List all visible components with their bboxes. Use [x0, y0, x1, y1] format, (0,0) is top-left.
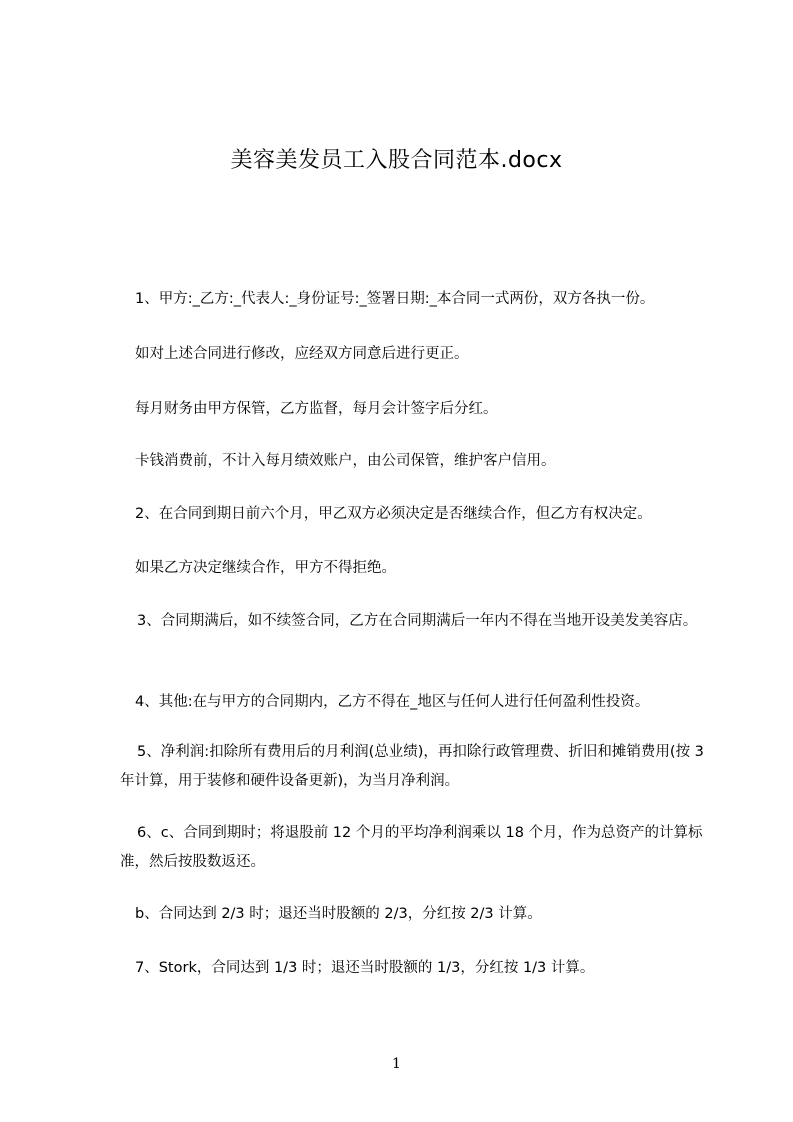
paragraph-7: 3、合同期满后，如不续签合同，乙方在合同期满后一年内不得在当地开设美发美容店。 [137, 613, 698, 629]
page-number: 1 [392, 1056, 401, 1072]
paragraph-2: 如对上述合同进行修改，应经双方同意后进行更正。 [135, 346, 469, 362]
paragraph-4: 卡钱消费前，不计入每月绩效账户，由公司保管，维护客户信用。 [135, 453, 556, 469]
paragraph-9: 5、净利润:扣除所有费用后的月利润(总业绩)，再扣除行政管理费、折旧和摊销费用(按 3 年计算，用于装修和硬件设备更新)，为当月净利润。 [120, 744, 704, 789]
paragraph-12: 7、Stork，合同达到 1/3 时；退还当时股额的 1/3，分红按 1/3 计算。 [135, 960, 595, 976]
paragraph-6: 如果乙方决定继续合作，甲方不得拒绝。 [135, 560, 396, 576]
document-title: 美容美发员工入股合同范本.docx [230, 148, 563, 173]
paragraph-1: 1、甲方:_乙方:_代表人:_身份证号:_签署日期:_本合同一式两份，双方各执一份。 [135, 291, 655, 307]
paragraph-11: b、合同达到 2/3 时；退还当时股额的 2/3，分红按 2/3 计算。 [135, 906, 542, 922]
paragraph-5: 2、在合同到期日前六个月，甲乙双方必须决定是否继续合作，但乙方有权决定。 [135, 506, 652, 522]
paragraph-8: 4、其他:在与甲方的合同期内，乙方不得在_地区与任何人进行任何盈利性投资。 [135, 694, 650, 710]
paragraph-10: 6、c、合同到期时；将退股前 12 个月的平均净利润乘以 18 个月，作为总资产的计算标准，然后按股数返还。 [120, 825, 703, 870]
paragraph-3: 每月财务由甲方保管，乙方监督，每月会计签字后分红。 [135, 401, 498, 417]
